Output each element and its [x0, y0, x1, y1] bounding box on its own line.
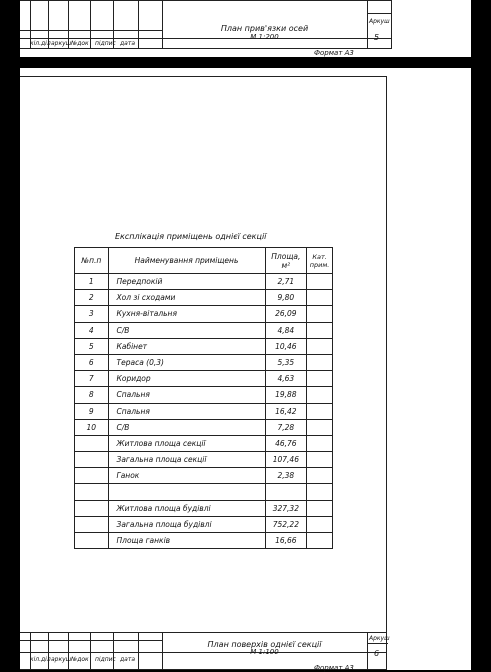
- room-name: Спальня: [108, 403, 265, 419]
- total-name: Житлова площа будівлі: [108, 500, 265, 516]
- empty-cell: [75, 484, 109, 500]
- stamp-line: [30, 632, 31, 670]
- table-row: [75, 338, 333, 354]
- total-name: Ганок: [108, 468, 265, 484]
- table-row: [75, 468, 333, 484]
- stamp-line: [368, 13, 392, 14]
- room-category: [307, 338, 333, 354]
- total-name: Загальна площа секції: [108, 452, 265, 468]
- table-row: [75, 500, 333, 516]
- room-category: [307, 306, 333, 322]
- room-name: Передпокій: [108, 274, 265, 290]
- format-label: Формат А3: [314, 664, 354, 672]
- room-number: [75, 500, 109, 516]
- total-name: Загальна площа будівлі: [108, 516, 265, 532]
- header-number: №п.п: [75, 248, 109, 274]
- sheet-scale: М 1:100: [250, 648, 279, 656]
- stamp-col-label: №док: [71, 40, 89, 47]
- stamp-col-label: підпис: [95, 656, 116, 663]
- table-row: [75, 419, 333, 435]
- stamp-col-label: підпис: [95, 40, 116, 47]
- room-name: Спальня: [108, 387, 265, 403]
- room-category: [307, 516, 333, 532]
- room-category: [307, 500, 333, 516]
- total-area: 2,38: [265, 468, 307, 484]
- room-category: [307, 533, 333, 549]
- stamp-line: [68, 632, 69, 670]
- room-number: [75, 452, 109, 468]
- room-number: 2: [75, 290, 109, 306]
- stamp-line: [90, 0, 91, 49]
- stamp-line: [20, 640, 162, 641]
- total-area: 46,76: [265, 435, 307, 451]
- empty-cell: [307, 484, 333, 500]
- stamp-line: [367, 0, 368, 49]
- room-name: Коридор: [108, 371, 265, 387]
- room-number: 4: [75, 322, 109, 338]
- table-row: [75, 371, 333, 387]
- sheet-label: Аркуш: [369, 635, 390, 642]
- table-caption: Експлікація приміщень однієї секції: [115, 232, 267, 241]
- room-category: [307, 371, 333, 387]
- stamp-line: [48, 632, 49, 670]
- room-number: 9: [75, 403, 109, 419]
- room-name: Тераса (0,3): [108, 354, 265, 370]
- stamp-line: [367, 632, 368, 670]
- room-number: 1: [75, 274, 109, 290]
- room-area: 19,88: [265, 387, 307, 403]
- stamp-col-label: дата: [120, 40, 135, 47]
- format-label: Формат А3: [314, 49, 354, 57]
- room-name: Кухня-вітальня: [108, 306, 265, 322]
- table-row: [75, 452, 333, 468]
- room-category: [307, 403, 333, 419]
- table-row: [75, 403, 333, 419]
- room-number: 10: [75, 419, 109, 435]
- room-area: 5,35: [265, 354, 307, 370]
- empty-cell: [265, 484, 307, 500]
- room-name: С/В: [108, 322, 265, 338]
- room-category: [307, 387, 333, 403]
- table-row: [75, 354, 333, 370]
- room-name: С/В: [108, 419, 265, 435]
- sheet-number: 5: [374, 33, 380, 42]
- room-category: [307, 419, 333, 435]
- room-area: 4,84: [265, 322, 307, 338]
- explication-table: [74, 247, 333, 549]
- room-number: 3: [75, 306, 109, 322]
- room-category: [307, 274, 333, 290]
- room-area: 2,71: [265, 274, 307, 290]
- stamp-col-label: аркуш: [51, 40, 72, 47]
- stamp-line: [138, 632, 139, 670]
- room-area: 26,09: [265, 306, 307, 322]
- sheet-number: 6: [374, 649, 380, 658]
- room-number: 6: [75, 354, 109, 370]
- table-row: [75, 322, 333, 338]
- stamp-line: [20, 632, 387, 633]
- room-number: [75, 435, 109, 451]
- stamp-col-label: №док: [71, 656, 89, 663]
- table-row: [75, 290, 333, 306]
- total-name: Площа ганків: [108, 533, 265, 549]
- previous-drawing-sheet: [20, 0, 471, 57]
- stamp-line: [113, 632, 114, 670]
- stamp-line: [368, 643, 388, 644]
- empty-cell: [108, 484, 265, 500]
- table-row: [75, 533, 333, 549]
- table-header-row: [75, 248, 333, 274]
- stamp-line: [391, 0, 392, 49]
- room-category: [307, 322, 333, 338]
- room-number: 8: [75, 387, 109, 403]
- stamp-line: [20, 30, 162, 31]
- room-number: [75, 468, 109, 484]
- room-category: [307, 468, 333, 484]
- current-drawing-sheet: [20, 68, 471, 670]
- sheet-title: План прив'язки осей: [220, 24, 309, 33]
- total-area: 327,32: [265, 500, 307, 516]
- total-area: 107,46: [265, 452, 307, 468]
- room-category: [307, 354, 333, 370]
- total-area: 16,66: [265, 533, 307, 549]
- stamp-col-label: дата: [120, 656, 135, 663]
- stamp-line: [20, 0, 391, 1]
- room-name: Кабінет: [108, 338, 265, 354]
- total-name: Житлова площа секції: [108, 435, 265, 451]
- room-area: 16,42: [265, 403, 307, 419]
- stamp-col-label: кіл.діл: [30, 40, 51, 47]
- room-name: Хол зі сходами: [108, 290, 265, 306]
- table-row: [75, 516, 333, 532]
- room-area: 4,63: [265, 371, 307, 387]
- stamp-line: [90, 632, 91, 670]
- stamp-line: [138, 0, 139, 49]
- sheet-scale: М 1:200: [250, 33, 279, 41]
- room-category: [307, 290, 333, 306]
- total-area: 752,22: [265, 516, 307, 532]
- table-row-empty: [75, 484, 333, 500]
- sheet-label: Аркуш: [369, 18, 390, 25]
- room-number: 5: [75, 338, 109, 354]
- sheet-title: План поверхів однієї секції: [207, 640, 322, 649]
- room-number: [75, 516, 109, 532]
- table-row: [75, 435, 333, 451]
- room-category: [307, 452, 333, 468]
- room-area: 7,28: [265, 419, 307, 435]
- stamp-col-label: аркуш: [51, 656, 72, 663]
- room-area: 9,80: [265, 290, 307, 306]
- table-row: [75, 306, 333, 322]
- room-area: 10,46: [265, 338, 307, 354]
- room-number: 7: [75, 371, 109, 387]
- header-area: Площа, м²: [265, 248, 307, 274]
- table-row: [75, 387, 333, 403]
- room-number: [75, 533, 109, 549]
- header-category: Кат. прим.: [307, 248, 333, 274]
- stamp-col-label: кіл.діл: [30, 656, 51, 663]
- header-name: Найменування приміщень: [108, 248, 265, 274]
- room-category: [307, 435, 333, 451]
- table-row: [75, 274, 333, 290]
